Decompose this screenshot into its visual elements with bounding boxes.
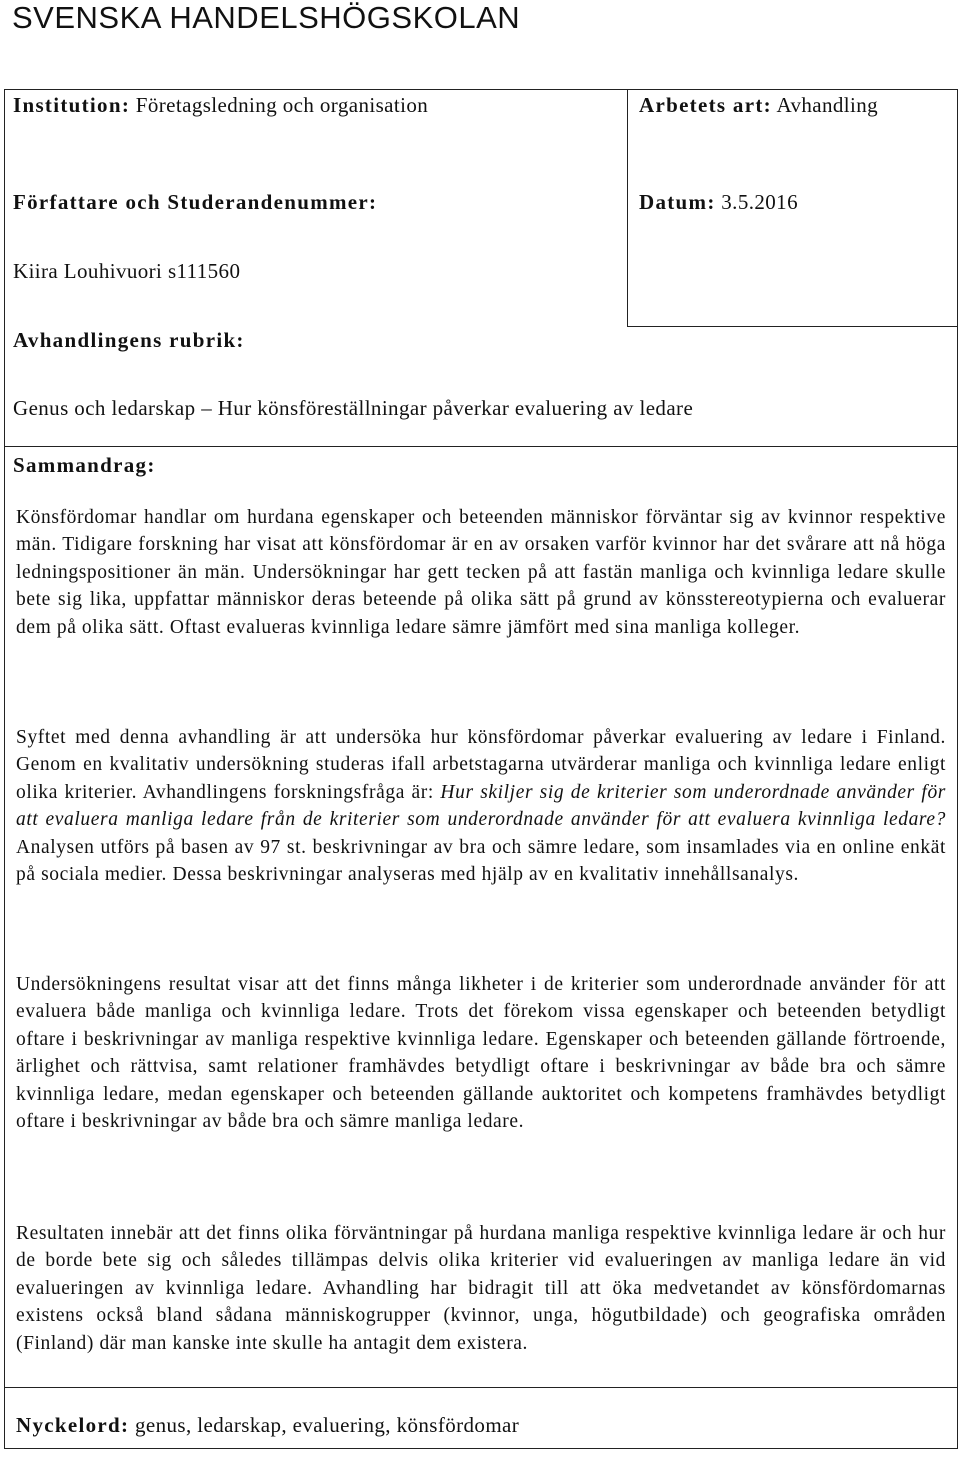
summary-p2-text-end: Analysen utförs på basen av 97 st. beskrivningar av bra och sämre ledare, som insamlades via en online enkät på sociala medier. Dessa beskrivningar analyseras med hjälp av en kvalitativ innehållsanalys.: [16, 836, 946, 886]
date-value: 3.5.2016: [721, 190, 798, 214]
summary-p4-text: Resultaten innebär att det finns olika förväntningar på hurdana manliga respektive kvinnliga ledare är och hur de borde bete sig och således tillämpas delvis olika kriterier vid evalueringen av manliga ledare än vid evalueringen av kvinnliga ledare. Avhandling har bidragit till att öka medvetandet av könsfördomarnas existens också bland sådana människogrupper (kvinnor, unga, högutbildade) och geografiska områden (Finland) där man kanske inte skulle ha antagit dem existera.: [16, 1223, 946, 1354]
summary-paragraph-3: [16, 971, 946, 1135]
research-question: Hur skiljer sig de kriterier som underordnade använder för att evaluera manliga ledare från de kriterier som underordnade använder för att evaluera kvinnliga ledare?: [16, 781, 946, 831]
institution-label: Institution:: [13, 93, 131, 117]
work-type-label: Arbetets art:: [639, 93, 772, 117]
institution-value: Företagsledning och organisation: [135, 93, 429, 117]
summary-paragraph-4: [16, 1220, 946, 1357]
school-name: SVENSKA HANDELSHÖGSKOLAN: [12, 0, 521, 35]
work-type-field: [639, 93, 878, 118]
column-divider: [627, 90, 628, 326]
keywords-label: Nyckelord:: [16, 1413, 130, 1437]
date-field: [639, 190, 798, 215]
title-label: Avhandlingens rubrik:: [13, 328, 245, 352]
thesis-abstract-form: [4, 89, 958, 1449]
keywords-field: [16, 1413, 519, 1438]
summary-label: Sammandrag:: [13, 453, 156, 477]
title-value: Genus och ledarskap – Hur könsföreställningar påverkar evaluering av ledare: [13, 396, 694, 420]
institution-field: [13, 93, 428, 118]
date-label: Datum:: [639, 190, 716, 214]
summary-paragraph-2: [16, 724, 946, 888]
summary-p3-text: Undersökningens resultat visar att det finns många likheter i de kriterier som underordnade använder för att evaluera både manliga och kvinnliga ledare. Trots det förekom vissa egenskaper och beteenden betydligt oftare i beskrivningar av manliga respektive kvinnliga ledare. Egenskaper och beteenden gällande förtroende, ärlighet och rättvisa, samt relationer framhävdes betydligt oftare i beskrivningar av både bra och sämre kvinnliga ledare, medan egenskaper och beteenden gällande auktoritet och kompetens framhävdes betydligt oftare i beskrivningar av både bra och sämre manliga ledare.: [16, 974, 946, 1133]
summary-p2-text-start: Syftet med denna avhandling är att undersöka hur könsfördomar påverkar evaluering av ledare i Finland. Genom en kvalitativ undersökning studeras ifall arbetstagarna utvärderar manliga och kvinnliga ledare enligt olika kriterier. Avhandlingens forskningsfråga är:: [16, 727, 946, 803]
author-field-label: [13, 190, 377, 215]
author-value: Kiira Louhivuori s111560: [13, 259, 241, 283]
keywords-value: genus, ledarskap, evaluering, könsfördomar: [134, 1413, 520, 1437]
work-type-value: Avhandling: [776, 93, 879, 117]
row-divider-title: [5, 446, 957, 447]
row-divider-keywords: [5, 1387, 957, 1388]
summary-p1-text: Könsfördomar handlar om hurdana egenskaper och beteenden människor förväntar sig av kvinnor respektive män. Tidigare forskning har visat att könsfördomar är en av orsaken varför kvinnor har det svårare att nå höga ledningspositioner än män. Undersökningar har gett tecken på att fastän manliga och kvinnliga ledare skulle bete sig lika, uppfattar människor deras beteende på olika sätt på grund av könsstereotypierna och evaluerar dem på olika sätt. Oftast evalueras kvinnliga ledare sämre jämfört med sina manliga kolleger.: [16, 507, 946, 638]
summary-paragraph-1: [16, 504, 946, 641]
row-divider-right: [627, 326, 957, 327]
author-label: Författare och Studerandenummer:: [13, 190, 378, 214]
